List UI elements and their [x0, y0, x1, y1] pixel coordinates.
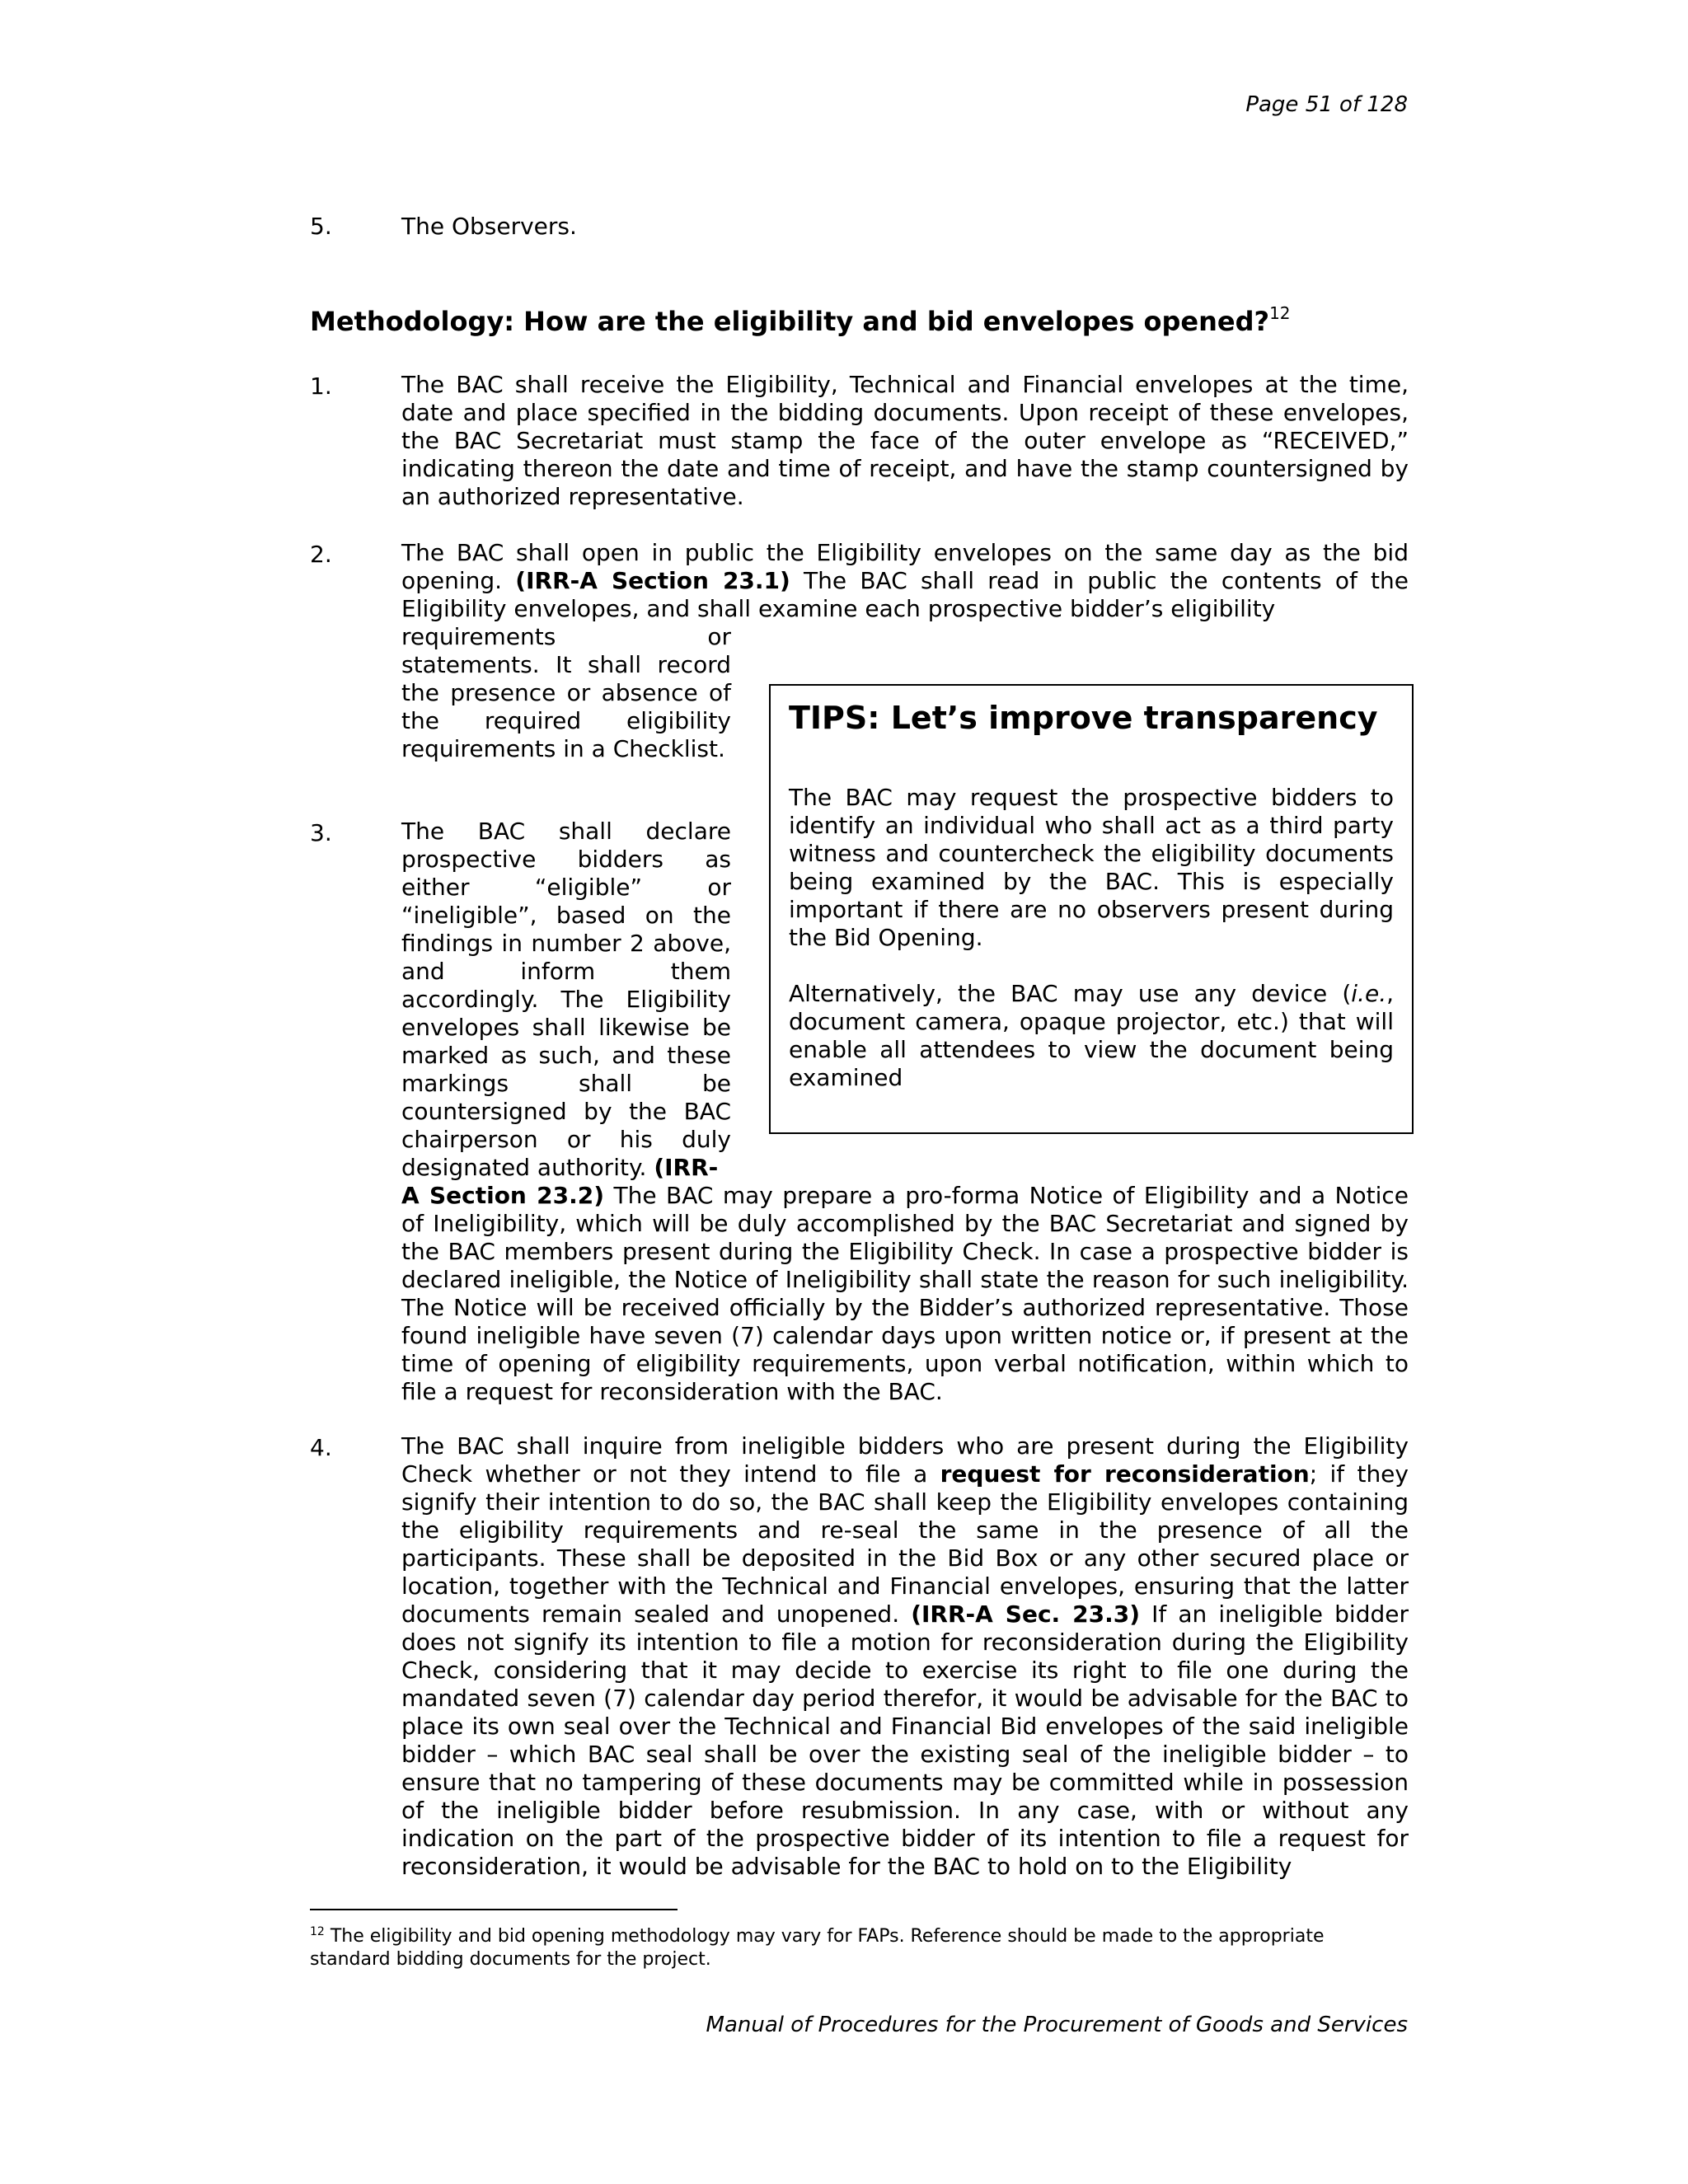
- text-segment: The BAC may prepare a pro-forma Notice of Eligibility and a Notice of Ineligibility, which will be duly accomplished by the BAC Secretariat and signed by the BAC members present during the Eligibility Check. In case a prospective bidder is declared ineligible, the Notice of Ineligibility shall state the reason for such ineligibility. The Notice will be received officially by the Bidder’s authorized representative. Those found ineligible have seven (7) calendar days upon written notice or, if present at the time of opening of eligibility requirements, upon verbal notification, within which to file a request for reconsideration with the BAC.: [401, 1182, 1409, 1405]
- list-item-3-text: [401, 818, 731, 1182]
- list-number-3: 3.: [310, 819, 332, 846]
- footnote-number: 12: [310, 1925, 325, 1938]
- text-segment: , document camera, opaque projector, etc.) that will enable all attendees to view the document being examined: [789, 980, 1394, 1091]
- list-item-4-text: [401, 1432, 1409, 1881]
- page-footer: Manual of Procedures for the Procurement of Goods and Services: [706, 2013, 1408, 2037]
- list-number: 5.: [310, 213, 332, 240]
- text-segment: The BAC shall inquire from ineligible bidders who are present during the Eligibility Check whether or not they intend to file a: [401, 1432, 1409, 1488]
- tips-paragraph-2: [789, 980, 1394, 1092]
- bold-text: request for reconsideration: [940, 1460, 1310, 1488]
- list-number-4: 4.: [310, 1434, 332, 1461]
- text-segment: The BAC shall read in public the contents of the Eligibility envelopes, and shall examine each prospective bidder’s eligibility: [401, 567, 1409, 622]
- list-number-2: 2.: [310, 541, 332, 568]
- list-item-text: The Observers.: [401, 213, 577, 240]
- text-segment: If an ineligible bidder does not signify its intention to file a motion for reconsideration during the Eligibility Check, considering that it may decide to exercise its right to file one during the mandated seven (7) calendar day period therefor, it would be advisable for the BAC to place its own seal over the Technical and Financial Bid envelopes of the said ineligible bidder – which BAC seal shall be over the existing seal of the ineligible bidder – to ensure that no tampering of these documents may be committed while in possession of the ineligible bidder before resubmission. In any case, with or without any indication on the part of the prospective bidder of its intention to file a request for reconsideration, it would be advisable for the BAC to hold on to the Eligibility: [401, 1601, 1409, 1880]
- list-item-2-text: [401, 539, 1409, 623]
- irr-reference: A Section 23.2): [401, 1182, 605, 1209]
- footnote-ref: 12: [1269, 303, 1291, 323]
- text-segment: Alternatively, the BAC may use any device (: [789, 980, 1352, 1007]
- list-item-3-continued: [401, 1182, 1409, 1406]
- list-item-5: [310, 213, 577, 240]
- heading-text: Methodology: How are the eligibility and bid envelopes opened?: [310, 306, 1270, 337]
- italic-text: i.e.: [1351, 980, 1387, 1007]
- list-item-1-text: The BAC shall receive the Eligibility, Technical and Financial envelopes at the time, date and place specified in the bidding documents. Upon receipt of these envelopes, the BAC Secretariat must stamp the face of the outer envelope as “RECEIVED,” indicating thereon the date and time of receipt, and have the stamp countersigned by an authorized representative.: [401, 371, 1409, 510]
- list-item-2-continued: requirements or statements. It shall record the presence or absence of the required eligibility requirements in a Checklist.: [401, 623, 731, 762]
- irr-reference: (IRR-A Sec. 23.3): [911, 1601, 1141, 1628]
- text-segment: The BAC shall open in public the Eligibility envelopes on the same day as the bid opening.: [401, 539, 1409, 594]
- tips-box: [769, 684, 1414, 1134]
- tips-paragraph-1: The BAC may request the prospective bidders to identify an individual who shall act as a third party witness and countercheck the eligibility documents being examined by the BAC. This is especially important if there are no observers present during the Bid Opening.: [789, 784, 1394, 951]
- text-segment: ; if they signify their intention to do so, the BAC shall keep the Eligibility envelopes containing the eligibility requirements and re-seal the same in the presence of all the participants. These shall be deposited in the Bid Box or any other secured place or location, together with the Technical and Financial envelopes, ensuring that the latter documents remain sealed and unopened.: [401, 1460, 1409, 1628]
- irr-reference: (IRR-A Section 23.1): [515, 567, 790, 594]
- footnote-rule: [310, 1909, 678, 1910]
- footnote: [310, 1920, 1409, 1971]
- section-heading: [310, 303, 1291, 337]
- list-number-1: 1.: [310, 373, 332, 400]
- tips-title: TIPS: Let’s improve transparency: [789, 700, 1378, 736]
- footnote-text: The eligibility and bid opening methodology may vary for FAPs. Reference should be made to the appropriate standard bidding documents for the project.: [310, 1926, 1325, 1970]
- text-segment: The BAC shall declare prospective bidders as either “eligible” or “ineligible”, based on the findings in number 2 above, and inform them accordingly. The Eligibility envelopes shall likewise be marked as such, and these markings shall be countersigned by the BAC chairperson or his duly designated authority.: [401, 818, 731, 1181]
- irr-reference: (IRR-: [654, 1154, 719, 1181]
- page-number: Page 51 of 128: [1245, 92, 1408, 117]
